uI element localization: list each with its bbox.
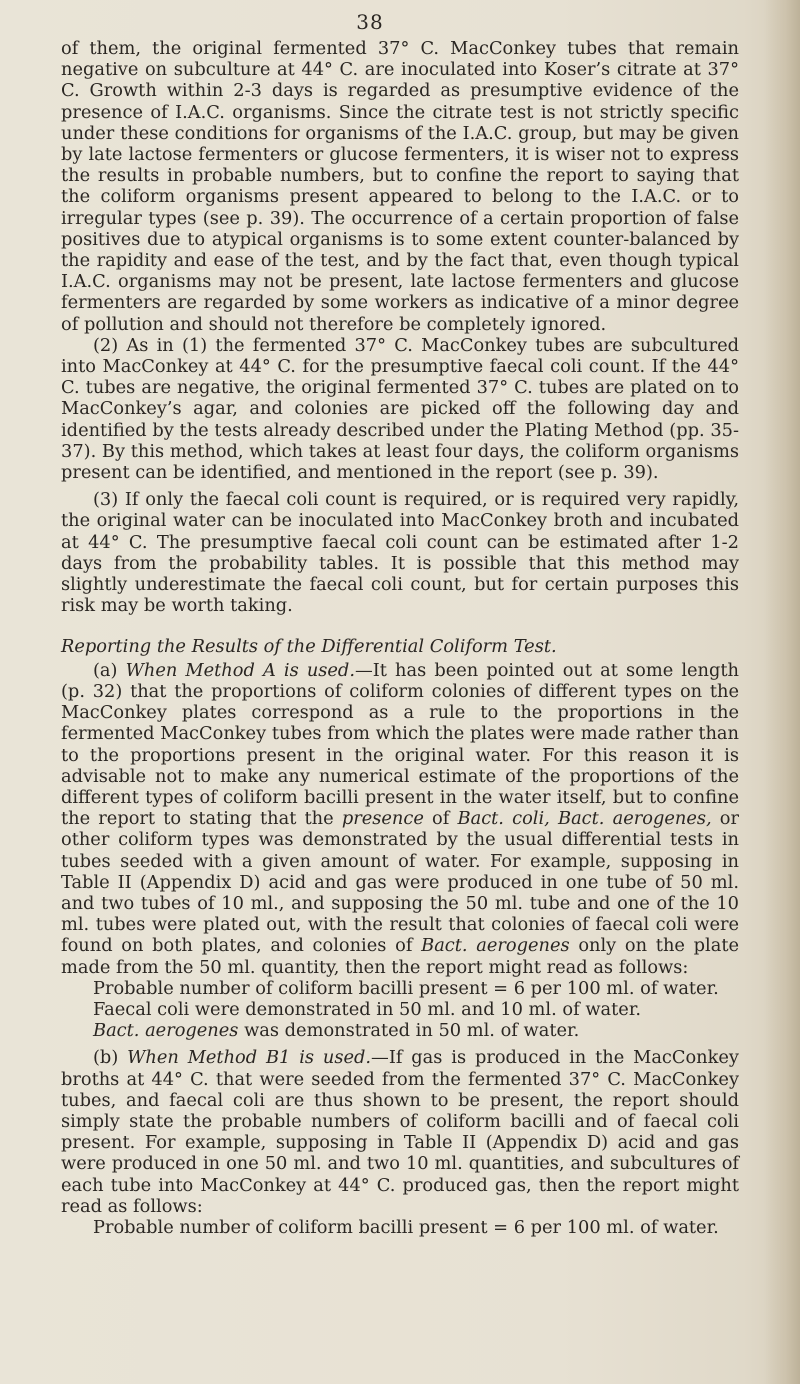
report-line-coliform: Probable number of coliform bacilli present = 6 per 100 ml. of water. [93, 977, 719, 999]
presence-italic: presence [341, 808, 424, 830]
subsection-a-lead: (a) [93, 659, 126, 681]
report-aerogenes-italic: Bact. aerogenes [93, 1020, 239, 1042]
paragraph-continuation: of them, the original fermented 37° C. MacConkey tubes that remain negative on subculture at 44° C. are inoculated into Koser’s citrate at 37° C. Growth within 2-3 days is regarded as presumptive evidence of the presence of I.A.C. organisms. Since the citrate test is not strictly specific under these conditions for organisms of the I.A.C. group, but may be given by late lactose fermenters or glucose fermenters, it is wiser not to express the results in probable numbers, but to confine the report to saying that the coliform organisms present appeared to belong to the I.A.C. or to irregular types (see p. 39). The occurrence of a certain proportion of false positives due to atypical organisms is to some extent counter-balanced by the rapidity and ease of the test, and by the fact that, even though typical I.A.C. organisms may not be present, late lactose fermenters and glucose fermenters are regarded by some workers as indicative of a minor degree of pollution and should not therefore be completely ignored. [61, 38, 739, 335]
page-body [61, 38, 739, 1238]
bact-coli-italic: Bact. coli, Bact. aerogenes, [457, 808, 712, 830]
subsection-a-text-2: of [423, 808, 458, 830]
subsection-a-text-1: —It has been pointed out at some length (p. 32) that the proportions of coliform colonies of different types on the MacConkey plates correspond as a rule to the proportions in the fermented MacConkey tubes from which the plates were made rather than to the proportions present in the original water. For this reason it is advisable not to make any numerical estimate of the proportions of the different types of coliform bacilli present in the water itself, but to confine the report to stating that the [61, 659, 739, 830]
paragraph-method-3: (3) If only the faecal coli count is required, or is required very rapidly, the original water can be inoculated into MacConkey broth and incubated at 44° C. The presumptive faecal coli count can be estimated after 1-2 days from the probability tables. It is possible that this method may slightly underestimate the faecal coli count, but for certain purposes this risk may be worth taking. [61, 489, 739, 617]
report-line-aerogenes [61, 1020, 739, 1041]
subsection-a-text-3: or other coliform types was demonstrated by the usual differential tests in tubes seeded with a given amount of water. For example, supposing in Table II (Appendix D) acid and gas were produced in one tube of 50 ml. and two tubes of 10 ml., and supposing the 50 ml. tube and one of the 10 ml. tubes were plated out, with the result that colonies of faecal coli were found on both plates, and colonies of [61, 808, 740, 957]
subsection-a-text-4: only on the plate made from the 50 ml. quantity, then the report might read as follows: [61, 935, 739, 978]
paragraph-method-2: (2) As in (1) the fermented 37° C. MacConkey tubes are subcultured into MacConkey at 44° C. for the presumptive faecal coli count. If the 44° C. tubes are negative, the original fermented 37° C. tubes are plated on to MacConkey’s agar, and colonies are picked off the following day and identified by the tests already described under the Plating Method (pp. 35-37). By this method, which takes at least four days, the coliform organisms present can be identified, and mentioned in the report (see p. 39). [61, 334, 739, 484]
page-edge-shadow [764, 0, 800, 1384]
subsection-a-runin: When Method A is used. [125, 659, 355, 681]
page-number: 38 [356, 10, 384, 34]
report-line-coliform-b: Probable number of coliform bacilli present = 6 per 100 ml. of water. [93, 1216, 719, 1238]
subsection-a [61, 660, 739, 978]
section-heading: Reporting the Results of the Differential Coliform Test. [61, 636, 557, 658]
subsection-b-lead: (b) [93, 1047, 128, 1069]
subsection-b [61, 1047, 739, 1217]
subsection-b-runin: When Method B1 is used. [127, 1047, 372, 1069]
subsection-b-text: —If gas is produced in the MacConkey broths at 44° C. that were seeded from the fermented 37° C. MacConkey tubes, and faecal coli are thus shown to be present, the report should simply state the probable numbers of coliform bacilli and of faecal coli present. For example, supposing in Table II (Appendix D) acid and gas were produced in one 50 ml. and two 10 ml. quantities, and subcultures of each tube into MacConkey at 44° C. produced gas, then the report might read as follows: [61, 1047, 739, 1217]
bact-aerogenes-italic: Bact. aerogenes [421, 935, 570, 957]
report-line-faecal: Faecal coli were demonstrated in 50 ml. and 10 ml. of water. [93, 998, 642, 1020]
report-aerogenes-rest: was demonstrated in 50 ml. of water. [238, 1020, 580, 1042]
